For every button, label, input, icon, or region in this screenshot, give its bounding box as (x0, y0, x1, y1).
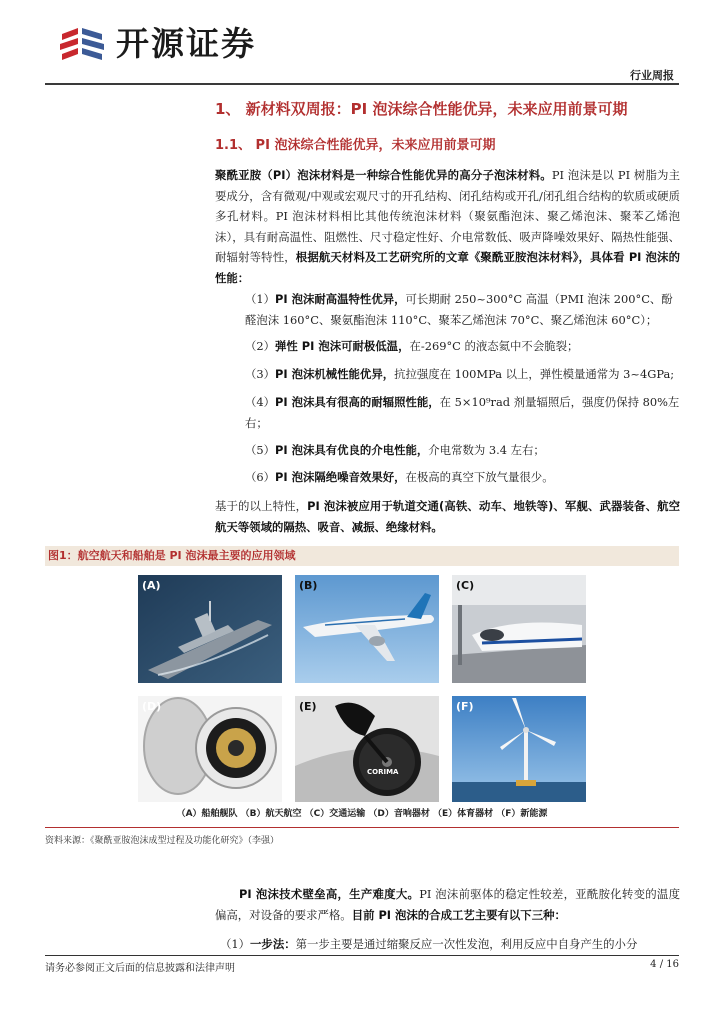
property-bold: PI 泡沫机械性能优异， (275, 367, 395, 381)
property-num: （3） (245, 367, 276, 381)
panel-label-b: (B) (299, 579, 318, 592)
tech-bold-2: 目前 PI 泡沫的合成工艺主要有以下三种： (351, 907, 566, 922)
header-divider (45, 83, 679, 85)
bicycle-image (295, 696, 439, 802)
tech-bold-1: PI 泡沫技术壁垒高，生产难度大。 (239, 887, 420, 901)
footer-disclaimer: 请务必参阅正文后面的信息披露和法律声明 (45, 963, 235, 974)
property-num: （6） (245, 470, 276, 484)
panel-label-d: (D) (142, 700, 162, 713)
photo-speaker (138, 696, 282, 802)
property-bold: PI 泡沫隔绝噪音效果好， (275, 470, 406, 484)
property-bold: PI 泡沫具有很高的耐辐照性能， (275, 395, 440, 409)
photo-bicycle (295, 696, 439, 802)
property-item-3 (245, 364, 680, 385)
property-num: （2） (245, 339, 276, 353)
bike-brand-text: CORIMA (367, 768, 399, 776)
panel-label-c: (C) (456, 579, 475, 592)
section-heading: 1、 新材料双周报：PI 泡沫综合性能优异，未来应用前景可期 (215, 100, 628, 118)
property-bold: PI 泡沫耐高温特性优异， (275, 292, 406, 306)
photo-train (452, 575, 586, 683)
subsection-heading: 1.1、 PI 泡沫综合性能优异，未来应用前景可期 (215, 138, 496, 153)
panel-label-a: (A) (142, 579, 161, 592)
tech-paragraph (215, 884, 680, 925)
property-bold: PI 泡沫具有优良的介电性能， (275, 443, 429, 457)
figure-source: 资料来源：《聚酰亚胺泡沫成型过程及功能化研究》（李强） (45, 836, 280, 846)
step-bold: 一步法： (250, 937, 296, 951)
photo-airplane (295, 575, 439, 683)
panel-label-f: (F) (456, 700, 474, 713)
figure-caption: 图1：航空航天和船舶是 PI 泡沫最主要的应用领域 (48, 549, 296, 562)
property-bold: 弹性 PI 泡沫可耐极低温， (275, 339, 410, 353)
intro-bold-1: 聚酰亚胺（PI）泡沫材料是一种综合性能优异的高分子泡沫材料。 (215, 168, 552, 182)
intro-paragraph (215, 165, 680, 289)
property-text: 在极高的真空下放气量很少。 (405, 470, 554, 484)
property-num: （1） (245, 292, 276, 306)
property-text: 在 5×10⁹rad 剂量辐照后，强度仍保持 80%左右； (245, 395, 680, 430)
figure-legend: （A）船舶舰队 （B）航天航空 （C）交通运输 （D）音响器材 （E）体育器材 （F）新能源 (176, 809, 548, 819)
property-text: 介电常数为 3.4 左右； (428, 443, 545, 457)
figure-bottom-divider (45, 827, 679, 828)
page-number: 4 / 16 (650, 959, 679, 970)
property-item-1 (245, 289, 680, 330)
property-item-6 (245, 467, 680, 488)
step-text: 第一步主要是通过缩聚反应一次性发泡，利用反应中自身产生的小分 (295, 937, 638, 951)
summary-paragraph (215, 496, 680, 537)
photo-wind-turbine (452, 696, 586, 802)
property-item-4 (245, 392, 680, 433)
step-num: （1） (220, 937, 251, 951)
intro-text-1: PI 泡沫是以 PI 树脂为主要成分，含有微观/中观或宏观尺寸的开孔结构、闭孔结构或开孔/闭孔组合结构的软质或硬质多孔材料。PI 泡沫材料相比其他传统泡沫材料（聚氨酯泡沫、聚乙烯泡沫、聚苯乙烯泡沫），具有耐高温性、阻燃性、尺寸稳定性好、介电常数低、吸声降噪效果好、隔热性能强、耐辐射等特性， (215, 168, 680, 265)
summary-text: 基于的以上特性， (215, 499, 308, 513)
panel-label-e: (E) (299, 700, 317, 713)
summary-bold: PI 泡沫被应用于轨道交通(高铁、动车、地铁等)、军舰、武器装备、航空航天等领域的隔热、吸音、减振、绝缘材料。 (215, 499, 680, 534)
footer-divider (45, 955, 679, 956)
photo-warship (138, 575, 282, 683)
property-item-5 (245, 440, 680, 461)
report-type: 行业周报 (630, 69, 674, 82)
logo-mark-icon (58, 26, 106, 64)
property-text: 在-269°C 的液态氦中不会脆裂； (409, 339, 579, 353)
tech-step-1 (220, 934, 680, 955)
tech-text-1: PI 泡沫前驱体的稳定性较差，亚酰胺化转变的温度偏高，对设备的要求严格。 (215, 887, 680, 922)
logo-text: 开源证券 (116, 24, 256, 63)
property-text: 可长期耐 250~300°C 高温（PMI 泡沫 200°C、酚醛泡沫 160°C、聚氨酯泡沫 110°C、聚苯乙烯泡沫 70°C、聚乙烯泡沫 60°C）； (245, 292, 673, 327)
property-text: 抗拉强度在 100MPa 以上，弹性模量通常为 3~4GPa; (394, 367, 675, 381)
property-item-2 (245, 336, 680, 357)
property-num: （5） (245, 443, 276, 457)
property-num: （4） (245, 395, 276, 409)
intro-bold-2: 根据航天材料及工艺研究所的文章《聚酰亚胺泡沫材料》，具体看 PI 泡沫的性能： (215, 250, 680, 285)
